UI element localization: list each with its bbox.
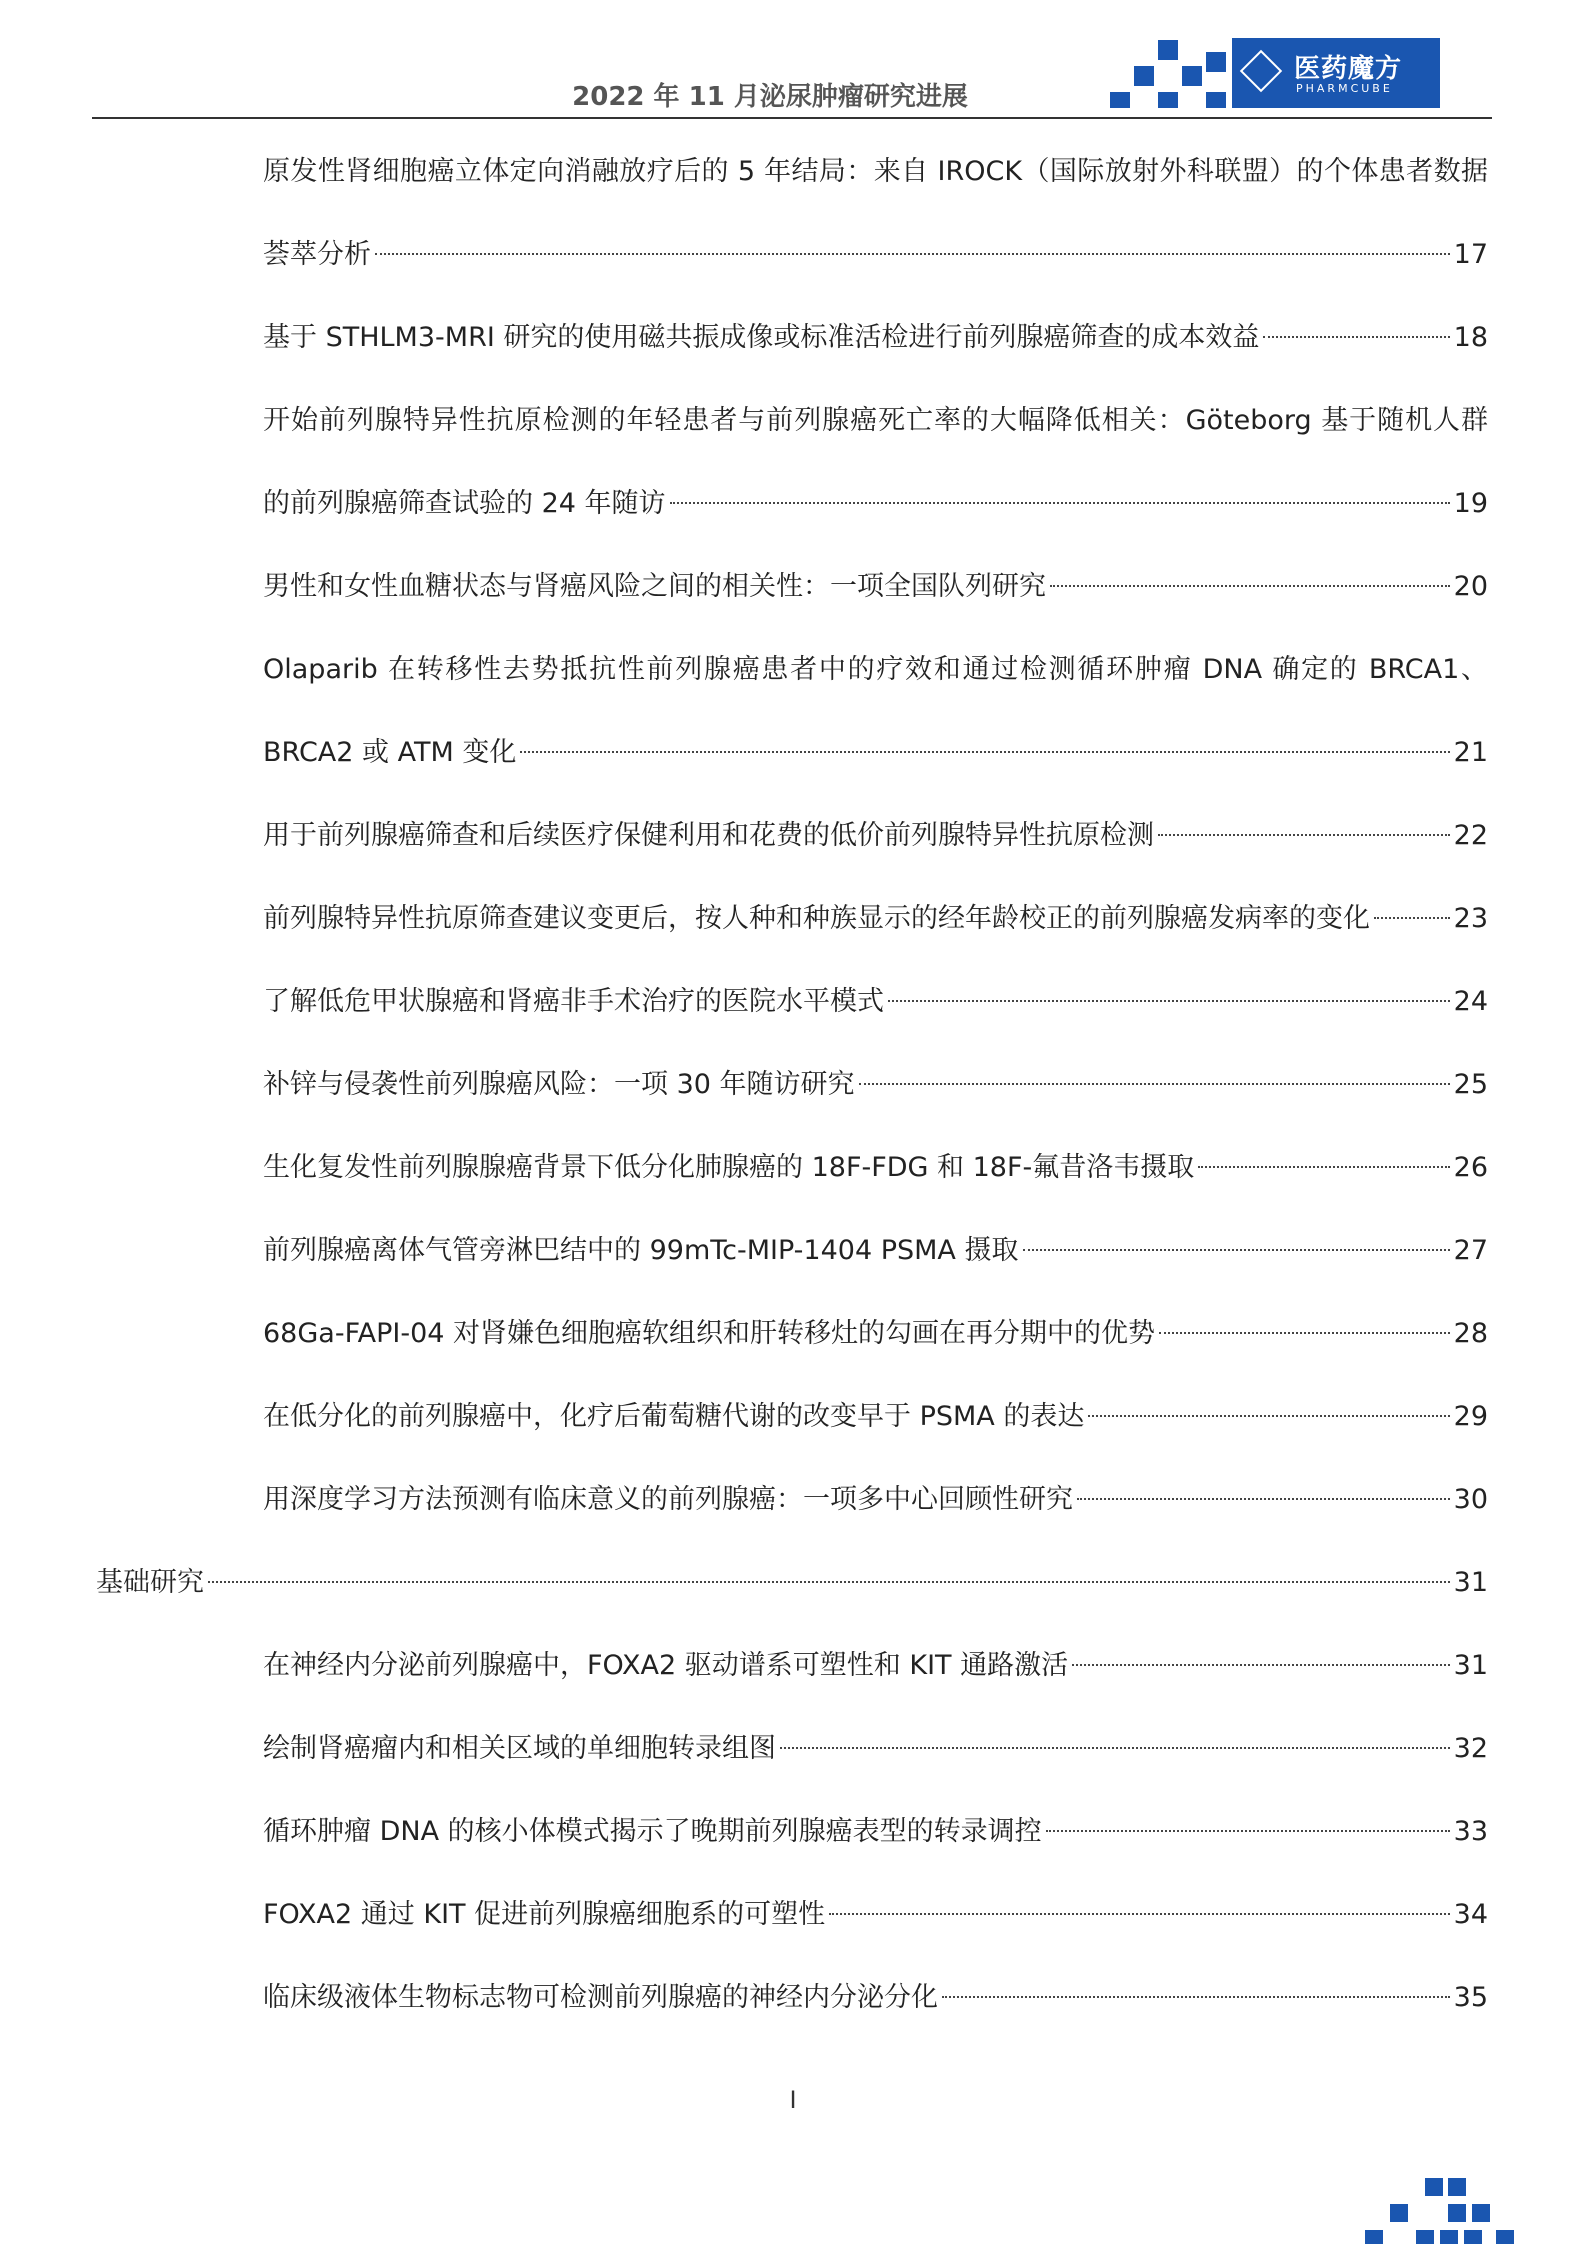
- toc-entry-text: 生化复发性前列腺腺癌背景下低分化肺腺癌的 18F-FDG 和 18F-氟昔洛韦摄取: [263, 1152, 1195, 1183]
- toc-entry[interactable]: [263, 1707, 1488, 1790]
- toc-entry-text: 用于前列腺癌筛查和后续医疗保健利用和花费的低价前列腺特异性抗原检测: [263, 820, 1154, 851]
- dot-leader: [888, 1000, 1450, 1002]
- toc-page-number: 20: [1453, 571, 1488, 602]
- toc-entry-text: 补锌与侵袭性前列腺癌风险：一项 30 年随访研究: [263, 1069, 855, 1100]
- dot-leader: [1159, 1332, 1450, 1334]
- toc-entry-text: 在低分化的前列腺癌中，化疗后葡萄糖代谢的改变早于 PSMA 的表达: [263, 1401, 1085, 1432]
- dot-leader: [670, 502, 1450, 504]
- toc-entry-text: 荟萃分析: [263, 239, 371, 270]
- dot-leader: [208, 1581, 1450, 1583]
- toc-section-entry[interactable]: [96, 1541, 1488, 1624]
- toc-page-number: 31: [1453, 1567, 1488, 1598]
- dot-leader: [1046, 1830, 1450, 1832]
- dot-leader: [1023, 1249, 1450, 1251]
- toc-page-number: 30: [1453, 1484, 1488, 1515]
- toc-entry-text: 前列腺特异性抗原筛查建议变更后，按人种和种族显示的经年龄校正的前列腺癌发病率的变化: [263, 903, 1370, 934]
- toc-page-number: 32: [1453, 1733, 1488, 1764]
- toc-page-number: 25: [1453, 1069, 1488, 1100]
- dot-leader: [1374, 917, 1450, 919]
- toc-entry-text: BRCA2 或 ATM 变化: [263, 737, 517, 768]
- toc-entry[interactable]: [263, 1126, 1488, 1209]
- dot-leader: [1158, 834, 1450, 836]
- toc-entry-text: 开始前列腺特异性抗原检测的年轻患者与前列腺癌死亡率的大幅降低相关：Göteborg 基于随机人群: [263, 405, 1488, 436]
- page-number: I: [789, 2086, 797, 2114]
- toc-entry[interactable]: [263, 1873, 1488, 1956]
- toc-entry-text: FOXA2 通过 KIT 促进前列腺癌细胞系的可塑性: [263, 1899, 826, 1930]
- logo-name: 医药魔方: [1294, 54, 1403, 84]
- toc-entry-text: Olaparib 在转移性去势抵抗性前列腺癌患者中的疗效和通过检测循环肿瘤 DNA 确定的 BRCA1、: [263, 654, 1488, 685]
- toc-page-number: 26: [1453, 1152, 1488, 1183]
- dot-leader: [1198, 1166, 1449, 1168]
- toc-entry[interactable]: [263, 1956, 1488, 2039]
- toc-page-number: 31: [1453, 1650, 1488, 1681]
- toc-entry[interactable]: [263, 1375, 1488, 1458]
- toc-page-number: 22: [1453, 820, 1488, 851]
- dot-leader: [1072, 1664, 1450, 1666]
- toc-entry[interactable]: [263, 545, 1488, 628]
- toc-entry[interactable]: [263, 877, 1488, 960]
- header-title: 2022 年 11 月泌尿肿瘤研究进展: [572, 82, 968, 112]
- toc-page-number: 18: [1453, 322, 1488, 353]
- toc-entry[interactable]: [263, 379, 1488, 545]
- toc-page-number: 23: [1453, 903, 1488, 934]
- toc-page-number: 17: [1453, 239, 1488, 270]
- toc-entry-text: 临床级液体生物标志物可检测前列腺癌的神经内分泌分化: [263, 1982, 938, 2013]
- toc-entry-text: 了解低危甲状腺癌和肾癌非手术治疗的医院水平模式: [263, 986, 884, 1017]
- toc-page-number: 28: [1453, 1318, 1488, 1349]
- toc-entry-text: 男性和女性血糖状态与肾癌风险之间的相关性：一项全国队列研究: [263, 571, 1046, 602]
- toc-entry[interactable]: [263, 1043, 1488, 1126]
- dot-leader: [859, 1083, 1450, 1085]
- dot-leader: [1088, 1415, 1449, 1417]
- toc-entry[interactable]: [263, 1790, 1488, 1873]
- logo-subtitle: PHARMCUBE: [1296, 82, 1393, 95]
- pharmcube-logo: [1232, 38, 1440, 108]
- dot-leader: [1077, 1498, 1450, 1500]
- dot-leader: [520, 751, 1449, 753]
- dot-leader: [829, 1913, 1450, 1915]
- dot-leader: [1263, 336, 1449, 338]
- toc-page-number: 35: [1453, 1982, 1488, 2013]
- toc-entry[interactable]: [263, 628, 1488, 794]
- dot-leader: [375, 253, 1450, 255]
- header-divider: [92, 117, 1492, 119]
- toc-entry-text: 在神经内分泌前列腺癌中，FOXA2 驱动谱系可塑性和 KIT 通路激活: [263, 1650, 1069, 1681]
- toc-entry[interactable]: [263, 1458, 1488, 1541]
- toc-entry[interactable]: [263, 130, 1488, 296]
- toc-entry[interactable]: [263, 296, 1488, 379]
- dot-leader: [942, 1996, 1450, 1998]
- toc-entry-text: 原发性肾细胞癌立体定向消融放疗后的 5 年结局：来自 IROCK（国际放射外科联盟）的个体患者数据: [263, 156, 1488, 187]
- toc-entry-text: 用深度学习方法预测有临床意义的前列腺癌：一项多中心回顾性研究: [263, 1484, 1073, 1515]
- toc-entry[interactable]: [263, 960, 1488, 1043]
- toc-page-number: 24: [1453, 986, 1488, 1017]
- toc-page-number: 33: [1453, 1816, 1488, 1847]
- toc-entry[interactable]: [263, 1624, 1488, 1707]
- toc-entry-text: 循环肿瘤 DNA 的核小体模式揭示了晚期前列腺癌表型的转录调控: [263, 1816, 1042, 1847]
- dot-leader: [780, 1747, 1450, 1749]
- toc-page-number: 34: [1453, 1899, 1488, 1930]
- toc-entry-text: 的前列腺癌筛查试验的 24 年随访: [263, 488, 666, 519]
- toc-page-number: 27: [1453, 1235, 1488, 1266]
- toc-entry[interactable]: [263, 1209, 1488, 1292]
- dot-leader: [1050, 585, 1450, 587]
- toc-page-number: 29: [1453, 1401, 1488, 1432]
- toc-entry-text: 68Ga-FAPI-04 对肾嫌色细胞癌软组织和肝转移灶的勾画在再分期中的优势: [263, 1318, 1156, 1349]
- toc-entry-text: 基于 STHLM3-MRI 研究的使用磁共振成像或标准活检进行前列腺癌筛查的成本效益: [263, 322, 1260, 353]
- toc-page-number: 19: [1453, 488, 1488, 519]
- cube-icon: [1240, 50, 1282, 92]
- toc-entry-text: 绘制肾癌瘤内和相关区域的单细胞转录组图: [263, 1733, 776, 1764]
- toc-page-number: 21: [1453, 737, 1488, 768]
- toc-entry[interactable]: [263, 1292, 1488, 1375]
- toc-entry-text: 基础研究: [96, 1567, 204, 1598]
- toc-entry-text: 前列腺癌离体气管旁淋巴结中的 99mTc-MIP-1404 PSMA 摄取: [263, 1235, 1019, 1266]
- toc-entry[interactable]: [263, 794, 1488, 877]
